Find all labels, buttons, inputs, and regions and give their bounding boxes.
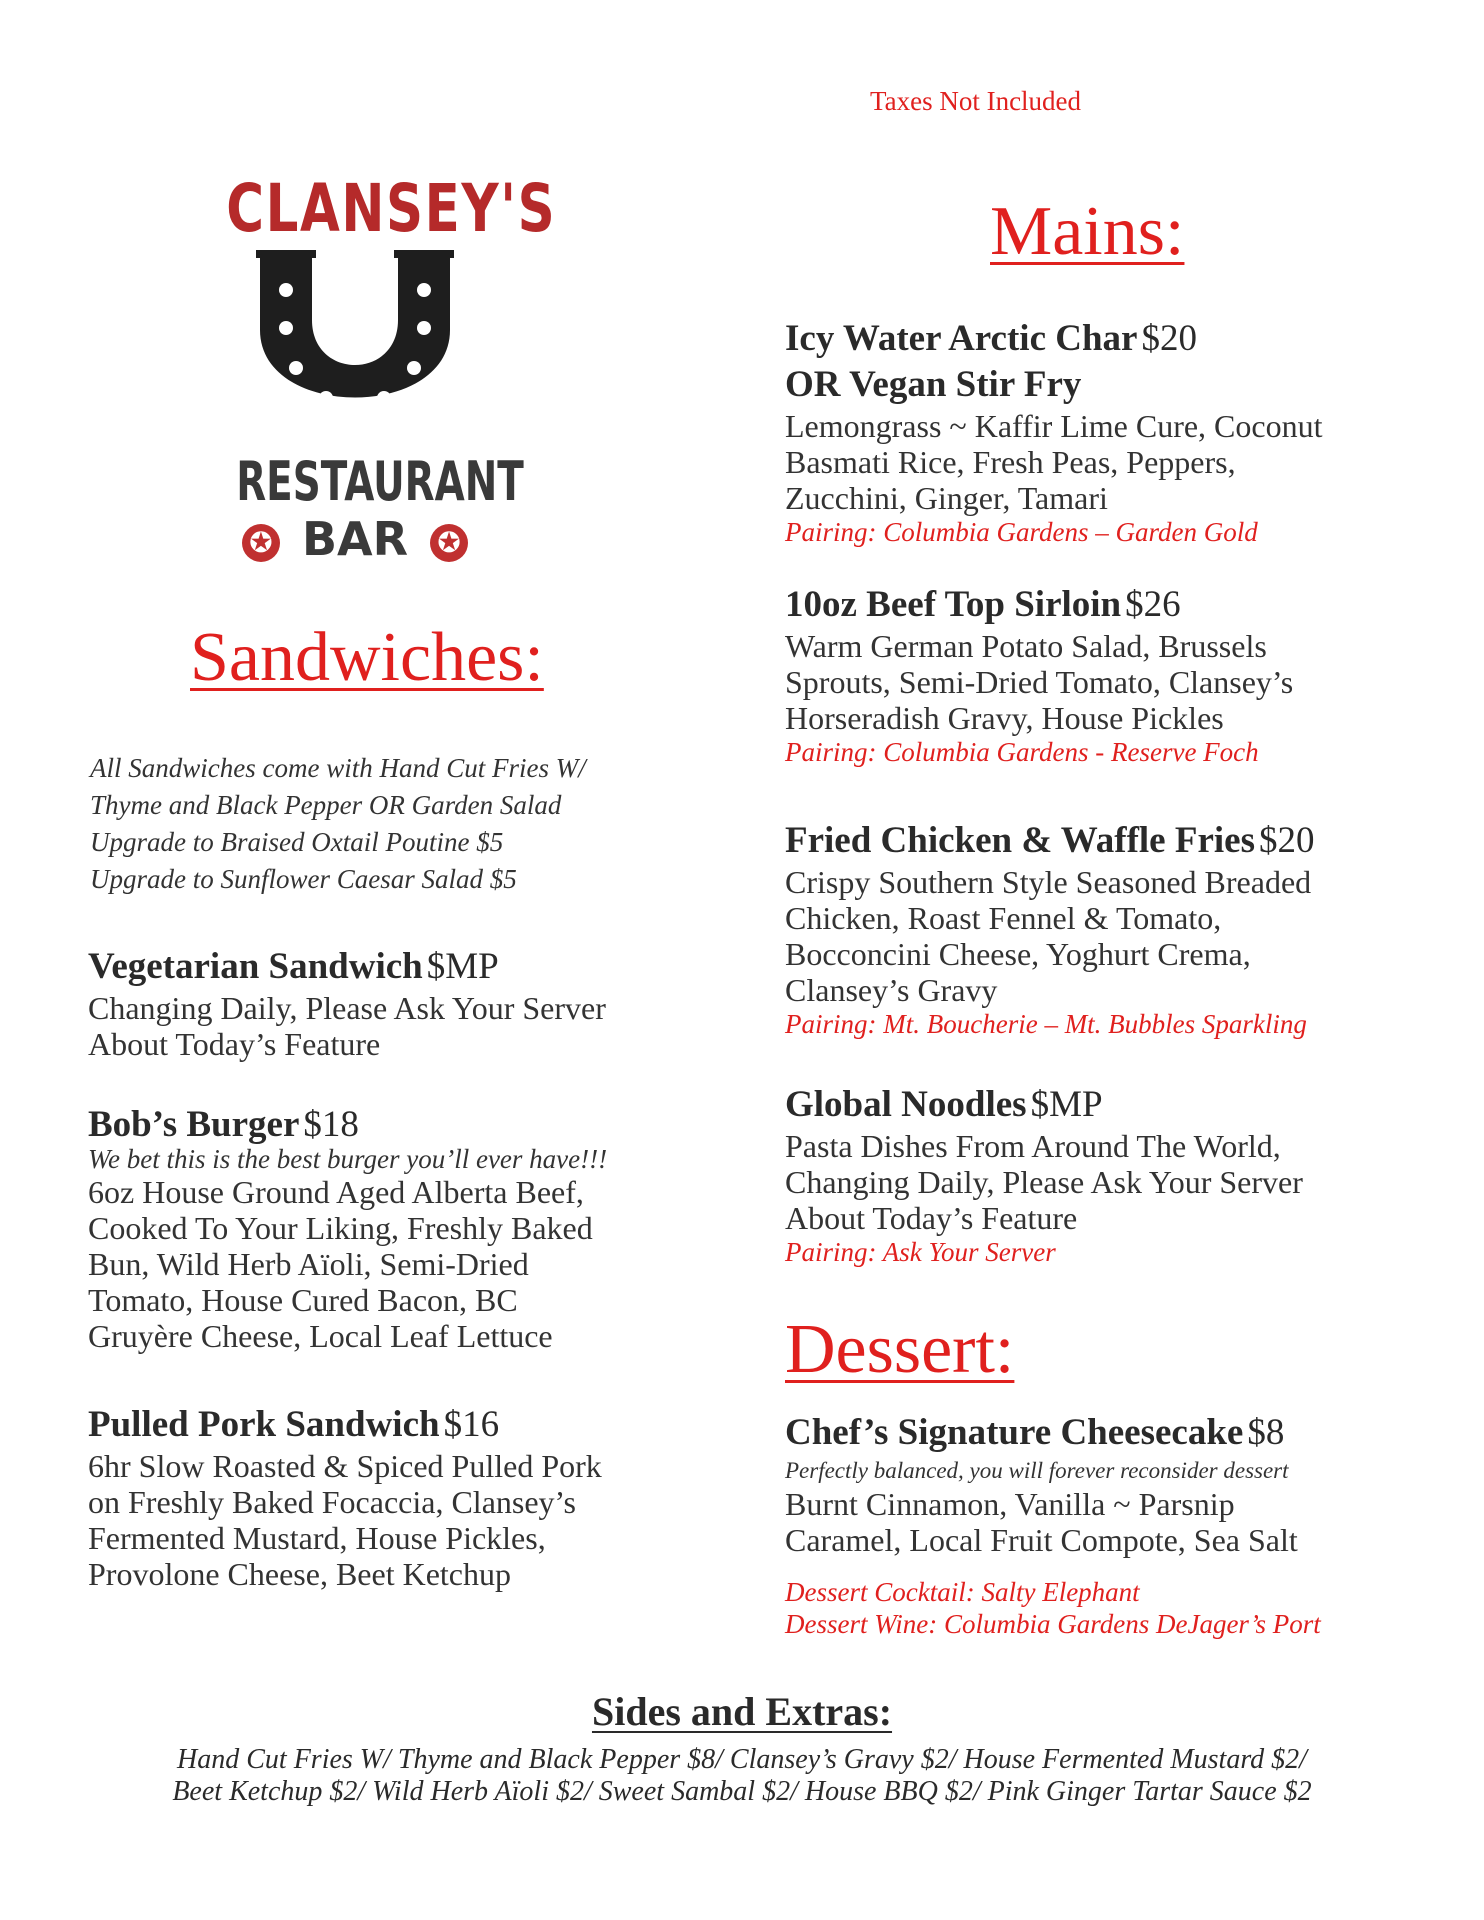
sides-line: Beet Ketchup $2/ Wild Herb Aïoli $2/ Sweet Sambal $2/ House BBQ $2/ Pink Ginger Tartar Sauce $2 xyxy=(172,1776,1312,1807)
item-price: $26 xyxy=(1125,584,1181,625)
menu-item-cheesecake xyxy=(785,1410,1321,1640)
item-desc: Cooked To Your Liking, Freshly Baked xyxy=(88,1210,593,1246)
item-desc: Burnt Cinnamon, Vanilla ~ Parsnip xyxy=(785,1486,1235,1522)
horseshoe-icon xyxy=(250,250,460,460)
menu-item-beef-sirloin xyxy=(785,582,1293,768)
logo-bar-line xyxy=(190,512,520,566)
item-desc: Tomato, House Cured Bacon, BC xyxy=(88,1282,518,1318)
item-price: $20 xyxy=(1141,318,1197,359)
item-desc: About Today’s Feature xyxy=(785,1200,1078,1236)
dessert-wine: Dessert Wine: Columbia Gardens DeJager’s Port xyxy=(785,1609,1321,1639)
dessert-cocktail: Dessert Cocktail: Salty Elephant xyxy=(785,1577,1140,1607)
item-pairing: Pairing: Columbia Gardens - Reserve Foch xyxy=(785,737,1259,767)
logo-name: CLANSEY'S xyxy=(226,170,557,247)
note-line: All Sandwiches come with Hand Cut Fries W/ xyxy=(90,753,586,783)
item-desc: 6oz House Ground Aged Alberta Beef, xyxy=(88,1174,584,1210)
item-desc: Basmati Rice, Fresh Peas, Peppers, xyxy=(785,444,1236,480)
item-price: $18 xyxy=(303,1104,359,1145)
item-pairing: Pairing: Columbia Gardens – Garden Gold xyxy=(785,517,1258,547)
menu-item-vegetarian-sandwich xyxy=(88,944,606,1062)
item-pairing: Pairing: Ask Your Server xyxy=(785,1237,1056,1267)
item-price: $16 xyxy=(443,1404,500,1445)
item-desc: Zucchini, Ginger, Tamari xyxy=(785,480,1108,516)
item-name: Global Noodles xyxy=(785,1084,1027,1125)
star-icon: ✪ xyxy=(430,524,468,562)
menu-item-arctic-char xyxy=(785,316,1322,548)
item-desc: Bocconcini Cheese, Yoghurt Crema, xyxy=(785,936,1251,972)
item-price: $MP xyxy=(426,946,499,987)
item-price: $8 xyxy=(1247,1412,1285,1453)
item-desc: Gruyère Cheese, Local Leaf Lettuce xyxy=(88,1318,553,1354)
note-line: Thyme and Black Pepper OR Garden Salad xyxy=(90,790,562,820)
restaurant-logo xyxy=(190,170,557,570)
item-desc: Clansey’s Gravy xyxy=(785,972,998,1008)
item-desc: Caramel, Local Fruit Compote, Sea Salt xyxy=(785,1522,1298,1558)
menu-item-fried-chicken xyxy=(785,818,1314,1040)
item-desc: on Freshly Baked Focaccia, Clansey’s xyxy=(88,1484,576,1520)
item-name: Icy Water Arctic Char xyxy=(785,318,1138,359)
item-desc: Warm German Potato Salad, Brussels xyxy=(785,628,1267,664)
item-desc: Crispy Southern Style Seasoned Breaded xyxy=(785,864,1312,900)
sides-heading: Sides and Extras: xyxy=(591,1689,893,1734)
menu-item-global-noodles xyxy=(785,1082,1303,1268)
dessert-heading: Dessert: xyxy=(785,1311,1015,1388)
item-desc: Sprouts, Semi-Dried Tomato, Clansey’s xyxy=(785,664,1294,700)
sandwiches-heading: Sandwiches: xyxy=(190,619,544,696)
item-desc: About Today’s Feature xyxy=(88,1026,381,1062)
item-tagline: We bet this is the best burger you’ll ever have!!! xyxy=(88,1144,608,1174)
item-desc: Lemongrass ~ Kaffir Lime Cure, Coconut xyxy=(785,408,1323,444)
mains-heading: Mains: xyxy=(990,193,1185,270)
taxes-note: Taxes Not Included xyxy=(870,86,1082,116)
star-icon: ✪ xyxy=(242,524,280,562)
note-line: Upgrade to Braised Oxtail Poutine $5 xyxy=(90,827,504,857)
menu-item-pulled-pork-sandwich xyxy=(88,1402,602,1592)
item-tagline: Perfectly balanced, you will forever reconsider dessert xyxy=(785,1458,1289,1483)
menu-item-bobs-burger xyxy=(88,1102,607,1354)
item-desc: Pasta Dishes From Around The World, xyxy=(785,1128,1281,1164)
note-line: Upgrade to Sunflower Caesar Salad $5 xyxy=(90,864,517,894)
sides-line: Hand Cut Fries W/ Thyme and Black Pepper $8/ Clansey’s Gravy $2/ House Fermented Mustard $2/ xyxy=(177,1744,1307,1775)
item-desc: Bun, Wild Herb Aïoli, Semi-Dried xyxy=(88,1246,529,1282)
item-name: Vegetarian Sandwich xyxy=(88,946,423,987)
item-desc: Provolone Cheese, Beet Ketchup xyxy=(88,1556,511,1592)
item-name: 10oz Beef Top Sirloin xyxy=(785,584,1122,625)
logo-restaurant: RESTAURANT xyxy=(236,450,524,513)
item-desc: Horseradish Gravy, House Pickles xyxy=(785,700,1224,736)
item-desc: Chicken, Roast Fennel & Tomato, xyxy=(785,900,1222,936)
item-desc: Changing Daily, Please Ask Your Server xyxy=(785,1164,1303,1200)
item-price: $20 xyxy=(1258,820,1315,861)
sandwiches-note xyxy=(90,750,586,898)
item-alt-name: OR Vegan Stir Fry xyxy=(785,364,1082,405)
item-name: Fried Chicken & Waffle Fries xyxy=(785,820,1255,861)
item-pairing: Pairing: Mt. Boucherie – Mt. Bubbles Sparkling xyxy=(785,1009,1307,1039)
item-desc: Changing Daily, Please Ask Your Server xyxy=(88,990,606,1026)
item-desc: 6hr Slow Roasted & Spiced Pulled Pork xyxy=(88,1448,602,1484)
logo-bar: BAR xyxy=(301,512,409,566)
item-desc: Fermented Mustard, House Pickles, xyxy=(88,1520,546,1556)
item-name: Bob’s Burger xyxy=(88,1104,300,1145)
item-price: $MP xyxy=(1030,1084,1103,1125)
item-name: Pulled Pork Sandwich xyxy=(88,1404,440,1445)
item-name: Chef’s Signature Cheesecake xyxy=(785,1412,1244,1453)
